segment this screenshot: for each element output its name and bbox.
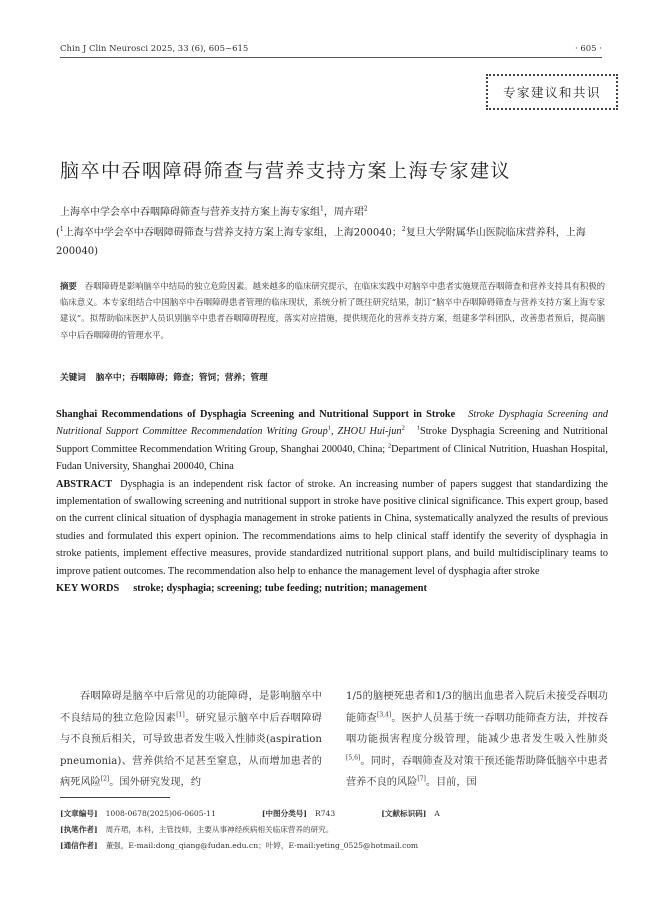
body-col2-text-d: 。目前，国 [425,777,477,789]
body-col1-text-b: 。研究显示脑卒中后吞咽障碍与不良预后相关，可导致患者发生吸入性肺炎(aspiration pneumonia)、营养供给不足甚至窒息，从而增加患者的病死风险 [60,712,322,789]
corresponding-authors: 董强，E-mail:dong_qiang@fudan.edu.cn；叶婷，E-mail:yeting_0525@hotmail.com [105,841,419,850]
doc-code-label: [文献标识码] [381,809,427,818]
body-col1-text-a: 吞咽障碍是脑卒中后常见的功能障碍，是影响脑卒中不良结局的独立危险因素 [60,691,322,724]
footnote-rule [60,797,170,798]
journal-citation: Chin J Clin Neurosci 2025, 33 (6), 605~615 [60,44,249,54]
body-col2-ref-3: [7] [417,775,426,783]
writing-author-label: [执笔作者] [60,825,98,834]
body-col1-text-c: 。国外研究发现，约 [109,777,201,789]
body-column-1 [60,686,322,794]
cn-keywords-label: 关键词 [60,373,86,383]
en-abstract-text: Dysphagia is an independent risk factor of stroke. An increasing number of papers suggest that standardizing the implementation of swallowing screening and nutritional support in stroke have positive clinical significance. This expert group, based on the current clinical situation of dysphagia management in stroke patients in China, systematically analyzed the results of previous studies and formulated this expert opinion. The recommendations aims to help clinical staff identify the severity of dysphagia in stroke patients, implement effective measures, provide standardized nutritional support plans, and build multidisciplinary teams to improve patient outcomes. The recommendation also help to enhance the management level of dysphagia after stroke [56,478,608,577]
affiliation [56,220,616,261]
cn-abstract-text: 吞咽障碍是影响脑卒中结局的独立危险因素。越来越多的临床研究提示，在临床实践中对脑卒中患者实施规范吞咽筛查和营养支持具有积极的临床意义。本专家组结合中国脑卒中吞咽障碍患者管理的临床现状，系统分析了既往研究结果，制订“脑卒中吞咽障碍筛查与营养支持方案上海专家建议”。拟帮助临床医护人员识别脑卒中患者吞咽障碍程度，落实对应措施，提供规范化的营养支持方案，组建多学科团队，改善患者预后，提高脑卒中后吞咽障碍的管理水平。 [60,281,606,340]
body-col1-ref-1: [1] [176,711,185,719]
en-keywords-text: stroke; dysphagia; screening; tube feeding; nutrition; management [133,583,427,595]
affiliation-paren: ( [56,227,60,239]
doc-no-label: [文章编号] [60,809,98,818]
affiliation-sup-2: 2 [401,226,406,233]
en-author-group: Stroke Dysphagia Screening and Nutritional Support Committee Recommendation Writing Group [56,409,608,438]
en-affil-sup-2: 2 [387,442,392,450]
author-group: 上海卒中学会卒中吞咽障碍筛查与营养支持方案上海专家组 [60,207,320,218]
author-sup-1: 1 [320,205,324,213]
en-author-2: ZHOU Hui-jun [337,426,402,438]
en-author-sep: , [330,426,338,438]
article-title: 脑卒中吞咽障碍筛查与营养支持方案上海专家建议 [60,160,512,182]
page-number: · 605 · [574,44,602,54]
doc-code: A [434,809,440,818]
cn-abstract-label: 摘要 [60,281,77,291]
clc-code: R743 [314,809,336,818]
footnote-corresponding [60,840,418,851]
corresponding-label: [通信作者] [60,841,98,850]
body-col2-ref-2: [5,6] [346,754,361,762]
author-line [60,203,368,218]
affiliation-part-1: 上海卒中学会卒中吞咽障碍筛查与营养支持方案上海专家组，上海200040； [63,227,402,239]
section-badge: 专家建议和共识 [486,74,618,110]
cn-keywords [60,371,268,383]
cn-keywords-text: 脑卒中；吞咽障碍；筛查；管饲；营养；管理 [95,373,268,383]
en-title-block [56,406,608,476]
footnote-writing-author [60,824,333,835]
body-column-2 [346,686,608,794]
en-keywords [56,580,608,597]
body-col2-text-c: 。同时，吞咽筛查及对策干预还能帮助降低脑卒中患者营养不良的风险 [346,755,608,789]
en-affiliation-1: Stroke Dysphagia Screening and Nutritional Support Committee Recommendation Writing Group, Shanghai 200040, China; [56,426,608,455]
en-affil-sup-1: 1 [416,424,420,432]
en-author-sup-2: 2 [401,424,405,432]
affiliation-part-2: 复旦大学附属华山医院临床营养科，上海200040) [56,227,586,258]
header-rule [60,57,602,58]
body-col1-ref-2: [2] [100,775,110,783]
en-title: Shanghai Recommendations of Dysphagia Screening and Nutritional Support in Stroke [56,409,456,420]
affiliation-sup-1: 1 [59,226,64,233]
clc-label: [中图分类号] [261,809,307,818]
author-sup-2: 2 [363,205,368,213]
writing-author: 周卉珺，本科，主管技师，主要从事神经疾病相关临床营养的研究。 [105,825,334,834]
author-separator: ，周卉珺 [323,207,364,218]
en-abstract-label: ABSTRACT [56,478,113,490]
en-affiliation-2: Department of Clinical Nutrition, Huashan Hospital, Fudan University, Shanghai 200040, China [56,443,608,473]
cn-abstract [60,278,605,343]
en-abstract [56,476,608,580]
en-block [56,406,608,597]
doc-no: 1008-0678(2025)06-0605-11 [105,809,216,818]
en-author-sup-1: 1 [327,424,331,432]
body-col2-text-a: 1/5的脑梗死患者和1/3的脑出血患者入院后未接受吞咽功能筛查 [346,691,608,724]
body-col2-ref-1: [3,4] [376,711,392,719]
body-col2-text-b: 。医护人员基于统一吞咽功能筛查方法，并按吞咽功能损害程度分级管理，能减少患者发生吸入性肺炎 [346,712,609,746]
footnote-article-info [60,808,440,819]
en-keywords-label: KEY WORDS [56,583,120,595]
